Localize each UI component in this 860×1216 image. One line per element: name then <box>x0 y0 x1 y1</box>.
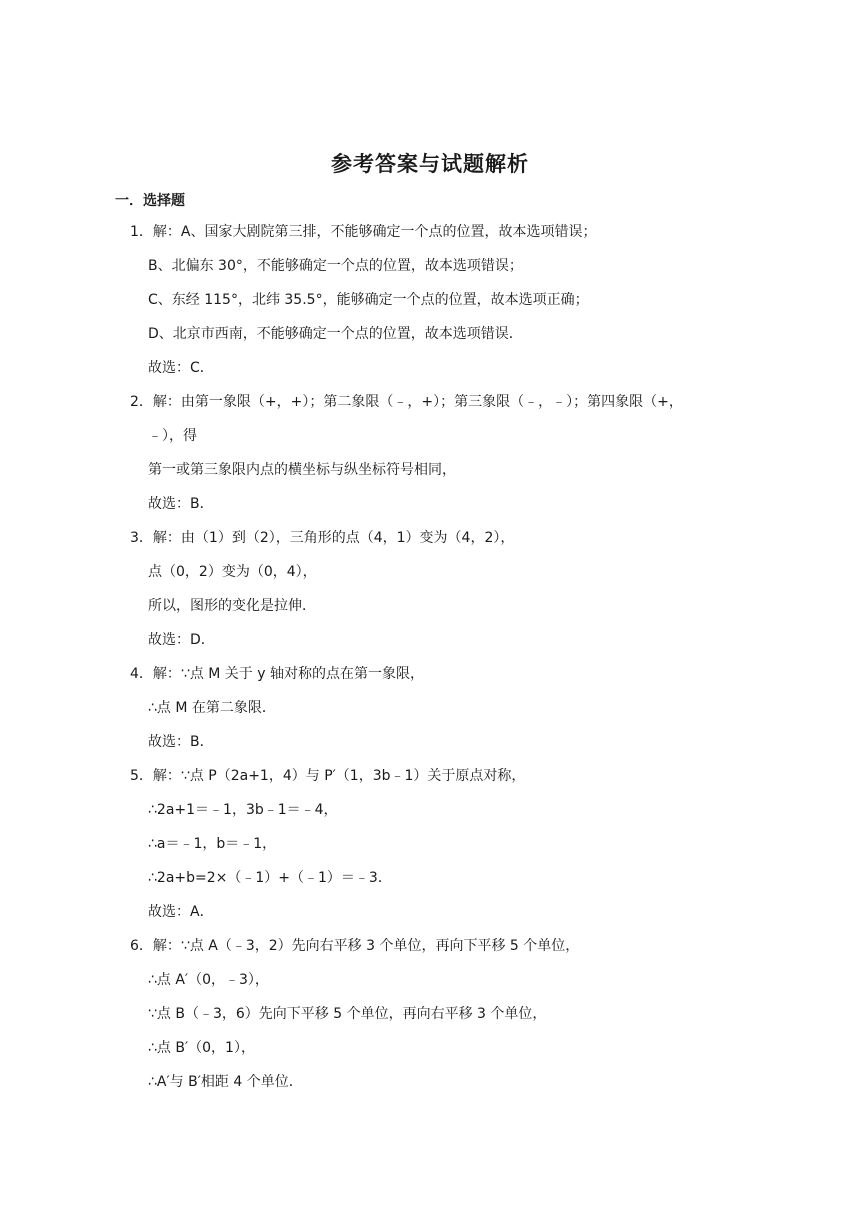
answer-2-choice: 故选：B． <box>148 496 214 512</box>
answer-3-line-1: 3．解：由（1）到（2），三角形的点（4，1）变为（4，2）， <box>130 530 515 546</box>
answer-4-line-2: ∴点 M 在第二象限． <box>148 700 276 716</box>
answer-5-line-4: ∴2a+b=2×（﹣1）+（﹣1）＝﹣3． <box>148 870 392 886</box>
answer-5-choice: 故选：A． <box>148 904 214 920</box>
answer-2-line-3: 第一或第三象限内点的横坐标与纵坐标符号相同， <box>148 462 456 478</box>
answer-5-line-2: ∴2a+1＝﹣1，3b﹣1＝﹣4， <box>148 802 338 818</box>
answer-1-line-1: 1．解：A、国家大剧院第三排，不能够确定一个点的位置，故本选项错误； <box>130 224 597 240</box>
answer-3-line-3: 所以，图形的变化是拉伸． <box>148 598 316 614</box>
answer-6-line-1: 6．解：∵点 A（﹣3，2）先向右平移 3 个单位，再向下平移 5 个单位， <box>130 938 580 954</box>
answer-6-line-2: ∴点 A′（0，﹣3）， <box>148 972 269 988</box>
answer-3-choice: 故选：D． <box>148 632 215 648</box>
section-heading: 一．选择题 <box>115 193 185 209</box>
answer-5-line-1: 5．解：∵点 P（2a+1，4）与 P′（1，3b﹣1）关于原点对称， <box>130 768 526 784</box>
answer-4-line-1: 4．解：∵点 M 关于 y 轴对称的点在第一象限， <box>130 666 424 682</box>
answer-1-line-3: C、东经 115°，北纬 35.5°，能够确定一个点的位置，故本选项正确； <box>148 292 589 308</box>
answer-1-line-4: D、北京市西南，不能够确定一个点的位置，故本选项错误． <box>148 326 523 342</box>
answer-1-line-2: B、北偏东 30°，不能够确定一个点的位置，故本选项错误； <box>148 258 523 274</box>
answer-2-line-2: ﹣），得 <box>148 428 197 444</box>
answer-1-choice: 故选：C． <box>148 360 214 376</box>
answer-4-choice: 故选：B． <box>148 734 214 750</box>
answer-2-line-1: 2．解：由第一象限（+，+）；第二象限（﹣，+）；第三象限（﹣，﹣）；第四象限（+， <box>130 394 683 410</box>
answer-5-line-3: ∴a＝﹣1，b＝﹣1， <box>148 836 277 852</box>
page-title: 参考答案与试题解析 <box>331 152 529 176</box>
answer-6-line-4: ∴点 B′（0，1）， <box>148 1040 255 1056</box>
answer-6-line-3: ∵点 B（﹣3，6）先向下平移 5 个单位，再向右平移 3 个单位， <box>148 1006 547 1022</box>
answer-3-line-2: 点（0，2）变为（0，4）， <box>148 564 317 580</box>
answer-6-line-5: ∴A′与 B′相距 4 个单位． <box>148 1074 303 1090</box>
